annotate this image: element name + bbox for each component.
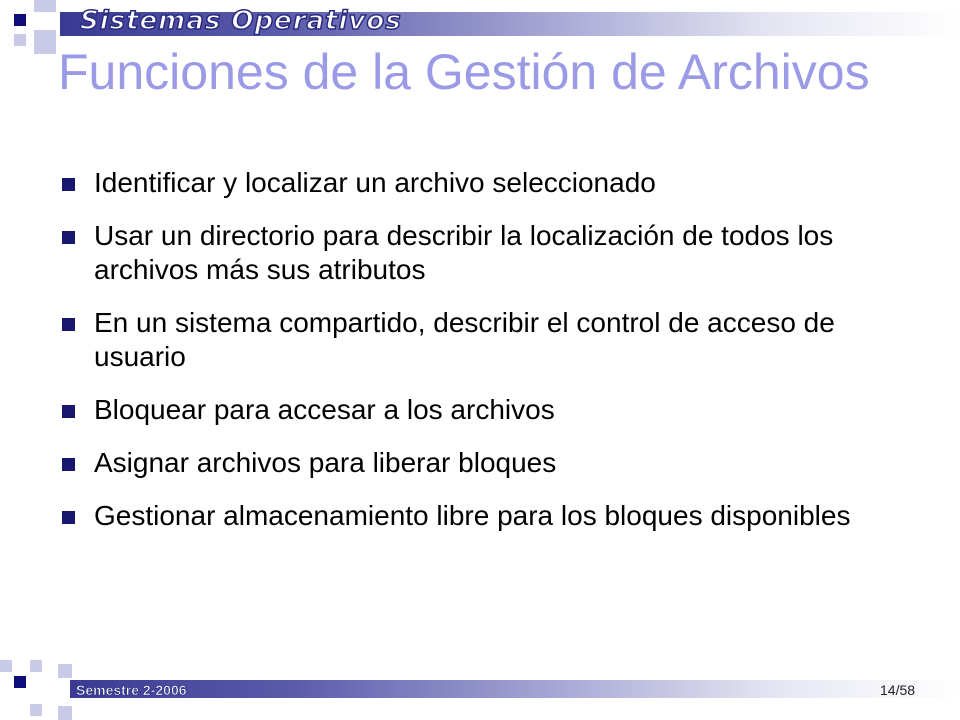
bullet-text: Identificar y localizar un archivo seleccionado <box>94 167 656 198</box>
footer-bar <box>70 680 960 698</box>
bullet-text: Asignar archivos para liberar bloques <box>94 447 557 478</box>
deco-square <box>14 676 26 688</box>
course-title: Sistemas Operativos <box>80 6 402 36</box>
bullet-square-icon <box>62 405 75 418</box>
deco-square <box>30 704 42 716</box>
deco-square <box>58 664 72 678</box>
deco-square <box>0 660 12 672</box>
bullet-item <box>60 306 920 374</box>
deco-square <box>34 0 56 12</box>
bullet-item <box>60 166 920 200</box>
bullet-item <box>60 446 920 480</box>
bullet-text: Usar un directorio para describir la localización de todos los archivos más sus atributos <box>94 220 834 285</box>
bullet-text: Gestionar almacenamiento libre para los bloques disponibles <box>94 500 851 531</box>
bullet-square-icon <box>62 231 75 244</box>
bullet-list <box>60 166 920 552</box>
page-number: 14/58 <box>880 682 916 698</box>
bullet-text: Bloquear para accesar a los archivos <box>94 394 555 425</box>
deco-square <box>30 660 42 672</box>
bullet-square-icon <box>62 458 75 471</box>
deco-square <box>58 706 72 720</box>
bullet-item <box>60 393 920 427</box>
deco-square <box>14 34 26 46</box>
bullet-item <box>60 499 920 533</box>
bullet-square-icon <box>62 178 75 191</box>
bullet-text: En un sistema compartido, describir el control de acceso de usuario <box>94 307 835 372</box>
bullet-item <box>60 219 920 287</box>
deco-square <box>34 30 56 54</box>
bullet-square-icon <box>62 511 75 524</box>
slide-title: Funciones de la Gestión de Archivos <box>58 44 870 100</box>
semester-label: Semestre 2-2006 <box>76 682 187 698</box>
deco-square <box>14 14 26 26</box>
bullet-square-icon <box>62 318 75 331</box>
